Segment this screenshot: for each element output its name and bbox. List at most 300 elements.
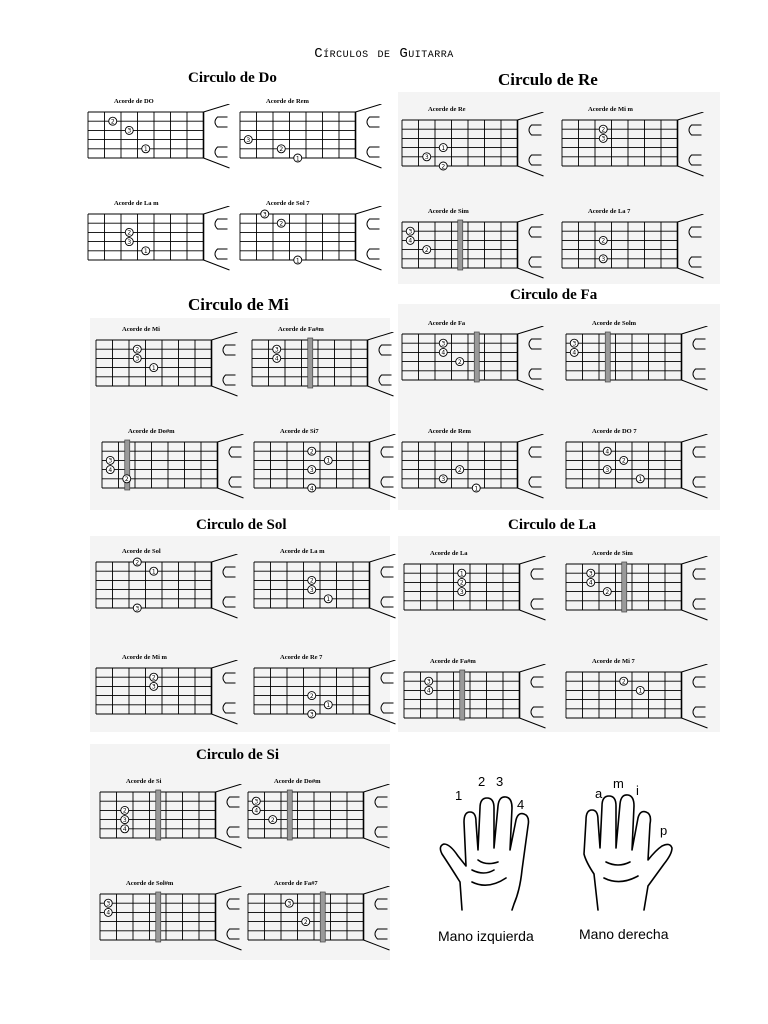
right-finger-i: i — [636, 783, 639, 798]
fretboard — [562, 664, 722, 748]
finger-dot — [603, 588, 611, 596]
fretboard — [98, 434, 258, 518]
finger-number: 2 — [441, 163, 446, 171]
finger-dot — [106, 456, 114, 464]
finger-dot — [324, 701, 332, 709]
tuning-peg-icon — [375, 899, 388, 909]
finger-number: 2 — [135, 346, 140, 354]
neck-outline — [370, 554, 396, 618]
left-hand-caption: Mano izquierda — [438, 928, 534, 944]
finger-dot — [133, 354, 141, 362]
neck-outline — [364, 886, 390, 950]
neck-outline — [204, 104, 230, 168]
tuning-peg-icon — [381, 447, 394, 457]
chord-name: Acorde de Re 7 — [280, 654, 323, 661]
finger-dot — [570, 339, 578, 347]
fretboard — [236, 206, 396, 290]
neck-outline — [520, 556, 546, 620]
chord-name: Acorde de Mi m — [122, 654, 167, 661]
left-hand-icon — [432, 770, 562, 930]
finger-dot — [252, 806, 260, 814]
chord-diagram — [92, 548, 252, 640]
finger-number: 3 — [262, 211, 267, 219]
finger-number: 3 — [287, 900, 292, 908]
neck-outline — [368, 332, 394, 396]
chord-diagram — [84, 200, 244, 292]
fretboard — [96, 784, 259, 868]
finger-number: 2 — [124, 476, 129, 484]
finger-dot — [439, 144, 447, 152]
finger-number: 2 — [424, 246, 429, 254]
section-title-re: Circulo de Re — [498, 70, 598, 89]
barre-bar — [156, 892, 161, 942]
neck-outline — [682, 326, 708, 390]
chord-name: Acorde de Do#m — [128, 428, 175, 435]
finger-number: 2 — [279, 146, 284, 154]
neck-outline — [212, 332, 238, 396]
chord-name: Acorde de Re — [428, 106, 466, 113]
finger-number: 2 — [279, 220, 284, 228]
finger-dot — [125, 238, 133, 246]
neck-outline — [218, 434, 244, 498]
fretboard — [250, 554, 410, 638]
finger-number: 4 — [122, 826, 127, 834]
section-title-si: Circulo de Si — [196, 747, 280, 763]
barre-bar — [458, 220, 463, 270]
chord-name: Acorde de La 7 — [588, 208, 631, 215]
finger-number: 4 — [572, 349, 577, 357]
finger-dot — [324, 456, 332, 464]
finger-dot — [599, 255, 607, 263]
finger-dot — [273, 345, 281, 353]
fretboard — [398, 326, 558, 410]
finger-dot — [277, 145, 285, 153]
neck-outline — [204, 206, 230, 270]
tuning-peg-icon — [531, 569, 544, 579]
barre-bar — [156, 790, 161, 840]
finger-dot — [425, 686, 433, 694]
neck-outline — [356, 206, 382, 270]
finger-number: 1 — [638, 687, 643, 695]
finger-dot — [150, 673, 158, 681]
tuning-peg-icon — [689, 257, 702, 267]
finger-number: 3 — [601, 135, 606, 143]
finger-number: 1 — [295, 155, 300, 163]
chord-name: Acorde de La m — [280, 548, 325, 555]
tuning-peg-icon — [693, 339, 706, 349]
chord-diagram — [398, 208, 558, 300]
finger-dot — [294, 154, 302, 162]
tuning-peg-icon — [531, 599, 544, 609]
finger-number: 2 — [459, 579, 464, 587]
left-hand — [432, 770, 562, 930]
finger-dot — [285, 899, 293, 907]
fretboard — [92, 554, 252, 638]
finger-dot — [150, 567, 158, 575]
tuning-peg-icon — [529, 227, 542, 237]
finger-dot — [324, 595, 332, 603]
tuning-peg-icon — [381, 567, 394, 577]
fretboard — [92, 660, 252, 744]
tuning-peg-icon — [223, 567, 236, 577]
chord-diagram — [400, 658, 560, 750]
tuning-peg-icon — [227, 929, 240, 939]
finger-number: 2 — [309, 448, 314, 456]
tuning-peg-icon — [693, 447, 706, 457]
tuning-peg-icon — [529, 125, 542, 135]
finger-number: 2 — [303, 918, 308, 926]
finger-dot — [425, 677, 433, 685]
chord-diagram — [98, 428, 258, 520]
tuning-peg-icon — [215, 117, 228, 127]
finger-dot — [423, 153, 431, 161]
chord-diagram — [558, 106, 718, 198]
tuning-peg-icon — [223, 673, 236, 683]
fretboard — [558, 214, 718, 298]
neck-outline — [682, 664, 708, 728]
fretboard — [398, 214, 558, 298]
fretboard — [562, 326, 722, 410]
finger-number: 2 — [457, 466, 462, 474]
finger-dot — [121, 816, 129, 824]
chord-name: Acorde de DO — [114, 98, 154, 105]
finger-number: 2 — [127, 229, 132, 237]
neck-outline — [678, 112, 704, 176]
section-title-mi: Circulo de Mi — [188, 295, 289, 314]
finger-number: 3 — [127, 127, 132, 135]
fretboard — [398, 434, 558, 518]
tuning-peg-icon — [379, 345, 392, 355]
tuning-peg-icon — [367, 249, 380, 259]
tuning-peg-icon — [689, 227, 702, 237]
finger-number: 1 — [295, 257, 300, 265]
chord-diagram — [398, 428, 558, 520]
finger-number: 3 — [424, 154, 429, 162]
chord-name: Acorde de Rem — [266, 98, 309, 105]
finger-number: 3 — [135, 355, 140, 363]
section-title-do: Circulo de Do — [188, 70, 277, 86]
neck-outline — [518, 326, 544, 390]
finger-number: 3 — [572, 340, 577, 348]
finger-number: 4 — [106, 909, 111, 917]
chord-diagram — [250, 428, 410, 520]
chord-diagram — [562, 320, 722, 412]
tuning-peg-icon — [223, 345, 236, 355]
finger-dot — [308, 710, 316, 718]
finger-number: 4 — [605, 448, 610, 456]
chord-diagram — [562, 658, 722, 750]
chord-name: Acorde de Si — [126, 778, 162, 785]
chord-name: Acorde de Rem — [428, 428, 471, 435]
fretboard — [250, 660, 410, 744]
barre-bar — [622, 562, 627, 612]
chord-diagram — [92, 326, 252, 418]
finger-number: 2 — [110, 118, 115, 126]
chord-name: Acorde de Mi m — [588, 106, 633, 113]
finger-number: 1 — [441, 144, 446, 152]
finger-number: 3 — [426, 678, 431, 686]
chord-name: Acorde de La m — [114, 200, 159, 207]
finger-dot — [277, 219, 285, 227]
finger-number: 3 — [254, 798, 259, 806]
neck-outline — [212, 660, 238, 724]
finger-dot — [406, 227, 414, 235]
barre-bar — [474, 332, 479, 382]
finger-dot — [252, 797, 260, 805]
chord-diagram — [250, 654, 410, 746]
finger-dot — [150, 682, 158, 690]
finger-dot — [570, 348, 578, 356]
neck-outline — [370, 660, 396, 724]
chord-name: Acorde de Solm — [592, 320, 637, 327]
barre-bar — [308, 338, 313, 388]
finger-dot — [125, 126, 133, 134]
chord-name: Acorde de Sim — [428, 208, 469, 215]
finger-number: 2 — [135, 559, 140, 567]
chord-name: Acorde de Sol — [122, 548, 161, 555]
finger-number: 1 — [143, 146, 148, 154]
finger-number: 4 — [274, 355, 279, 363]
chord-name: Acorde de Sol 7 — [266, 200, 310, 207]
tuning-peg-icon — [693, 369, 706, 379]
finger-dot — [244, 136, 252, 144]
chord-name: Acorde de Sim — [592, 550, 633, 557]
tuning-peg-icon — [689, 155, 702, 165]
finger-number: 3 — [441, 340, 446, 348]
finger-dot — [133, 345, 141, 353]
finger-number: 4 — [108, 466, 113, 474]
neck-outline — [682, 556, 708, 620]
finger-number: 1 — [326, 457, 331, 465]
finger-number: 3 — [108, 457, 113, 465]
finger-number: 3 — [246, 136, 251, 144]
finger-number: 1 — [151, 568, 156, 576]
right-finger-a: a — [595, 786, 603, 801]
chord-diagram — [398, 320, 558, 412]
tuning-peg-icon — [693, 599, 706, 609]
finger-dot — [456, 466, 464, 474]
tuning-peg-icon — [529, 369, 542, 379]
finger-dot — [261, 210, 269, 218]
finger-number: 1 — [143, 248, 148, 256]
finger-number: 3 — [127, 238, 132, 246]
neck-outline — [518, 214, 544, 278]
fretboard — [236, 104, 396, 188]
chord-name: Acorde de Fa#7 — [274, 880, 318, 887]
finger-dot — [439, 339, 447, 347]
finger-dot — [104, 908, 112, 916]
finger-number: 2 — [309, 692, 314, 700]
section-title-sol: Circulo de Sol — [196, 517, 287, 533]
tuning-peg-icon — [531, 677, 544, 687]
finger-number: 2 — [151, 674, 156, 682]
tuning-peg-icon — [529, 155, 542, 165]
tuning-peg-icon — [529, 339, 542, 349]
finger-number: 2 — [309, 577, 314, 585]
fretboard — [558, 112, 718, 196]
chord-name: Acorde de Fa#m — [278, 326, 324, 333]
finger-number: 2 — [601, 126, 606, 134]
fretboard — [562, 434, 722, 518]
finger-dot — [308, 466, 316, 474]
finger-number: 3 — [151, 683, 156, 691]
tuning-peg-icon — [229, 447, 242, 457]
tuning-peg-icon — [227, 827, 240, 837]
chord-name: Acorde de Sol#m — [126, 880, 174, 887]
tuning-peg-icon — [381, 703, 394, 713]
finger-number: 3 — [309, 711, 314, 719]
fretboard — [96, 886, 256, 970]
neck-outline — [216, 784, 242, 848]
finger-dot — [406, 236, 414, 244]
finger-dot — [308, 576, 316, 584]
right-hand-icon — [572, 770, 682, 930]
finger-dot — [302, 918, 310, 926]
neck-outline — [216, 886, 242, 950]
finger-number: 4 — [588, 579, 593, 587]
finger-dot — [150, 364, 158, 372]
finger-dot — [133, 604, 141, 612]
finger-dot — [603, 447, 611, 455]
finger-number: 1 — [459, 570, 464, 578]
chord-diagram — [562, 550, 722, 642]
tuning-peg-icon — [379, 375, 392, 385]
left-finger-4: 4 — [517, 797, 525, 812]
finger-number: 1 — [326, 702, 331, 710]
finger-dot — [269, 816, 277, 824]
finger-dot — [106, 466, 114, 474]
tuning-peg-icon — [693, 477, 706, 487]
tuning-peg-icon — [215, 249, 228, 259]
tuning-peg-icon — [375, 797, 388, 807]
finger-dot — [294, 256, 302, 264]
finger-number: 1 — [474, 485, 479, 493]
finger-dot — [439, 475, 447, 483]
finger-dot — [439, 162, 447, 170]
neck-outline — [364, 784, 390, 848]
tuning-peg-icon — [381, 673, 394, 683]
finger-dot — [308, 586, 316, 594]
barre-bar — [605, 332, 610, 382]
finger-dot — [599, 125, 607, 133]
chord-diagram — [250, 548, 410, 640]
neck-outline — [682, 434, 708, 498]
chord-diagram — [398, 106, 558, 198]
neck-outline — [520, 664, 546, 728]
tuning-peg-icon — [229, 477, 242, 487]
finger-number: 2 — [621, 678, 626, 686]
neck-outline — [518, 112, 544, 176]
chord-name: Acorde de Fa#m — [430, 658, 476, 665]
chord-name: Acorde de La — [430, 550, 468, 557]
finger-number: 3 — [588, 570, 593, 578]
barre-bar — [320, 892, 325, 942]
finger-number: 3 — [106, 900, 111, 908]
tuning-peg-icon — [367, 219, 380, 229]
finger-number: 3 — [601, 256, 606, 264]
tuning-peg-icon — [367, 117, 380, 127]
right-hand-caption: Mano derecha — [579, 926, 669, 942]
finger-dot — [599, 134, 607, 142]
barre-bar — [460, 670, 465, 720]
tuning-peg-icon — [693, 569, 706, 579]
tuning-peg-icon — [693, 677, 706, 687]
chord-name: Acorde de Mi — [122, 326, 160, 333]
tuning-peg-icon — [367, 147, 380, 157]
fretboard — [84, 104, 244, 188]
finger-number: 3 — [309, 466, 314, 474]
fretboard — [248, 332, 408, 416]
chord-diagram — [244, 880, 404, 972]
tuning-peg-icon — [223, 375, 236, 385]
finger-dot — [472, 484, 480, 492]
chord-diagram — [244, 778, 404, 870]
fretboard — [250, 434, 410, 518]
tuning-peg-icon — [531, 707, 544, 717]
neck-outline — [212, 554, 238, 618]
tuning-peg-icon — [375, 929, 388, 939]
finger-dot — [104, 899, 112, 907]
chord-diagram — [236, 200, 396, 292]
chord-diagram — [400, 550, 560, 642]
finger-dot — [456, 358, 464, 366]
finger-number: 3 — [122, 816, 127, 824]
finger-number: 2 — [621, 457, 626, 465]
neck-outline — [518, 434, 544, 498]
finger-number: 4 — [441, 349, 446, 357]
finger-dot — [587, 578, 595, 586]
finger-dot — [599, 236, 607, 244]
tuning-peg-icon — [227, 899, 240, 909]
section-title-fa: Circulo de Fa — [510, 287, 598, 303]
finger-number: 3 — [605, 466, 610, 474]
finger-dot — [273, 354, 281, 362]
finger-number: 1 — [638, 476, 643, 484]
finger-dot — [121, 806, 129, 814]
neck-outline — [370, 434, 396, 498]
page-title: Círculos de Guitarra — [314, 46, 454, 62]
finger-dot — [603, 466, 611, 474]
finger-dot — [308, 484, 316, 492]
fretboard — [562, 556, 722, 640]
finger-dot — [458, 588, 466, 596]
finger-number: 3 — [459, 588, 464, 596]
chord-diagram — [96, 880, 256, 972]
chord-diagram — [96, 778, 259, 870]
right-finger-p: p — [660, 823, 668, 838]
right-finger-m: m — [613, 776, 624, 791]
finger-dot — [636, 475, 644, 483]
chord-diagram — [558, 208, 718, 300]
finger-number: 4 — [309, 485, 314, 493]
chord-name: Acorde de DO 7 — [592, 428, 637, 435]
fretboard — [244, 886, 404, 970]
left-finger-1: 1 — [455, 788, 463, 803]
fretboard — [400, 664, 560, 748]
tuning-peg-icon — [689, 125, 702, 135]
finger-dot — [123, 475, 131, 483]
chord-diagram — [92, 654, 252, 746]
tuning-peg-icon — [215, 147, 228, 157]
finger-dot — [458, 578, 466, 586]
finger-number: 1 — [151, 364, 156, 372]
right-hand — [572, 770, 682, 930]
tuning-peg-icon — [529, 447, 542, 457]
tuning-peg-icon — [693, 707, 706, 717]
finger-number: 3 — [309, 586, 314, 594]
finger-dot — [636, 686, 644, 694]
chord-diagram — [236, 98, 396, 190]
